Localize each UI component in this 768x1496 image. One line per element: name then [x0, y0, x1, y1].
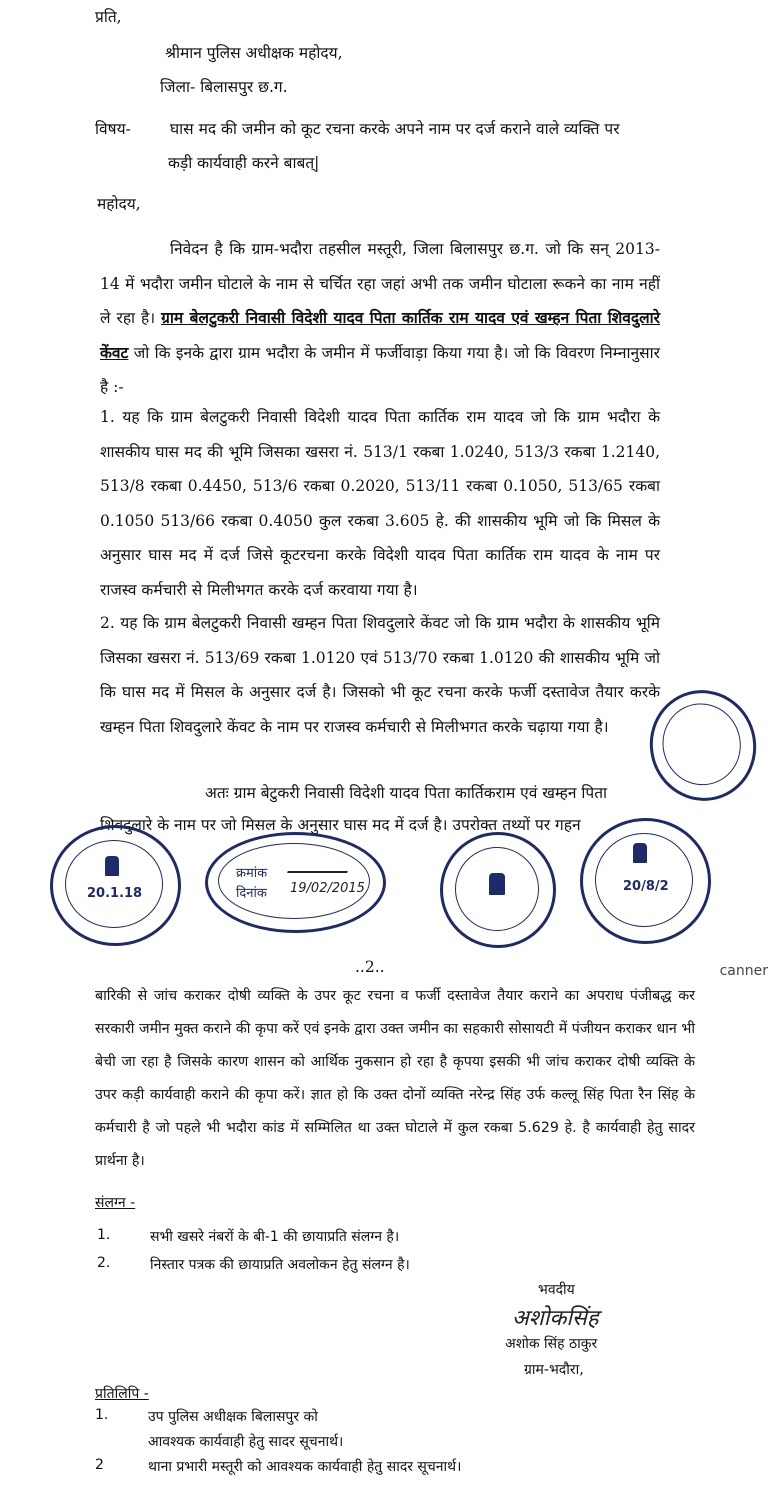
sender-name: अशोक सिंह ठाकुर [505, 1336, 598, 1352]
attachment-1-number: 1. [97, 1227, 111, 1243]
sender-place: ग्राम-भदौरा, [524, 1362, 584, 1378]
receipt-date-label: दिनांक [236, 886, 267, 901]
point-1-paragraph: 1. यह कि ग्राम बेलटुकरी निवासी विदेशी यादव पिता कार्तिक राम यादव जो कि ग्राम भदौरा के शासकीय घास मद की भूमि जिसका खसरा नं. 513/1 रकबा 1.0240, 513/3 रकबा 1.2140, 513/8 रकबा 0.4450, 513/6 रकबा 0.2020, 513/11 रकबा 0.1050, 513/65 रकबा 0.1050 513/66 रकबा 0.4050 कुल रकबा 3.605 हे. की शासकीय भूमि जो कि मिसल के अनुसार घास मद में दर्ज जिसे कूटरचना करके विदेशी यादव पिता कार्तिक राम यादव के नाम पर राजस्व कर्मचारी से मिलीभगत करके दर्ज करवाया गया है। [100, 408, 660, 599]
cc-2: थाना प्रभारी मस्तूरी को आवश्यक कार्यवाही हेतु सादर सूचनार्थ। [148, 1459, 462, 1475]
salutation: महोदय, [97, 195, 141, 213]
page-marker: ..2.. [355, 958, 385, 976]
cc-label: प्रतिलिपि - [95, 1386, 149, 1402]
scanner-fragment: canner [719, 963, 768, 979]
attachments-label: संलग्न - [95, 1195, 136, 1211]
point-2-paragraph: 2. यह कि ग्राम बेलटुकरी निवासी खम्हन पिता शिवदुलारे केंवट जो कि ग्राम भदौरा के शासकीय भूमि जिसका खसरा नं. 513/69 रकबा 1.0120 एवं 513/70 रकबा 1.0120 की शासकीय भूमि जो कि घास मद में मिसल के अनुसार दर्ज है। जिसको भी कूट रचना करके फर्जी दस्तावेज तैयार करके खम्हन पिता शिवदुलारे केंवट के नाम पर राजस्व कर्मचारी से मिलीभगत करके चढ़ाया गया है। [100, 614, 660, 736]
cc-1-number: 1. [95, 1407, 109, 1423]
intro-accused-names: ग्राम बेलटुकरी निवासी विदेशी यादव पिता कार्तिक राम यादव एवं खम्हन पिता शिवदुलारे केंवट [100, 308, 660, 362]
right-seal-date: 20/8/2 [623, 879, 669, 894]
national-emblem-icon [105, 856, 119, 876]
left-seal-date: 20.1.18 [87, 886, 143, 901]
cc-2-number: 2 [95, 1457, 104, 1473]
attachment-2-number: 2. [97, 1255, 111, 1271]
cc-1-line-1: उप पुलिस अधीक्षक बिलासपुर को [148, 1409, 318, 1425]
recipient-name: श्रीमान पुलिस अधीक्षक महोदय, [165, 44, 343, 62]
conclusion-line-1: अतः ग्राम बेटुकरी निवासी विदेशी यादव पिता कार्तिकराम एवं खम्हन पिता [205, 784, 608, 802]
page-2-paragraph: बारिकी से जांच कराकर दोषी व्यक्ति के उपर कूट रचना व फर्जी दस्तावेज तैयार कराने का अपराध पंजीबद्ध कर सरकारी जमीन मुक्त कराने की कृपा करें एवं इनके द्वारा उक्त जमीन का सहकारी सोसायटी में पंजीयन कराकर धान भी बेची जा रहा है जिसके कारण शासन को आर्थिक नुकसान हो रहा है कृपया इसकी भी जांच कराकर दोषी व्यक्ति के उपर कड़ी कार्यवाही कराने की कृपा करें। ज्ञात हो कि उक्त दोनों व्यक्ति नरेन्द्र सिंह उर्फ कल्लू सिंह पिता रैन सिंह के कर्मचारी है जो पहले भी भदौरा कांड में सम्मिलित था उक्त घोटाले में कुल रकबा 5.629 हे. है कार्यवाही हेतु सादर प्रार्थना है। [95, 988, 695, 1169]
receipt-stamp [205, 832, 386, 933]
signature: अशोकसिंह [512, 1306, 599, 1331]
subject-label: विषय- [95, 120, 131, 138]
intro-text: निवेदन है कि ग्राम-भदौरा तहसील मस्तूरी, जिला बिलासपुर छ.ग. जो कि सन् 2013-14 में भदौरा जमीन घोटाले के नाम से चर्चित रहा जहां अभी तक जमीन घोटाला रूकने का नाम नहीं ले रहा है। [100, 240, 660, 327]
attachment-2: निस्तार पत्रक की छायाप्रति अवलोकन हेतु संलग्न है। [150, 1257, 410, 1273]
subject-line-2: कड़ी कार्यवाही करने बाबत्| [168, 154, 320, 172]
intro-text-end: जो कि इनके द्वारा ग्राम भदौरा के जमीन में फर्जीवाड़ा किया गया है। जो कि विवरण निम्नानुसार है :- [100, 343, 660, 396]
police-office-seal-left [50, 825, 181, 946]
subject-line-1: घास मद की जमीन को कूट रचना करके अपने नाम पर दर्ज कराने वाले व्यक्ति पर [170, 120, 620, 138]
cc-1-line-2: आवश्यक कार्यवाही हेतु सादर सूचनार्थ। [148, 1434, 344, 1450]
handwritten-initials [287, 857, 353, 873]
closing: भवदीय [538, 1282, 575, 1298]
to-label: प्रति, [95, 8, 122, 26]
receipt-number-label: क्रमांक [236, 866, 268, 881]
national-emblem-right-icon [633, 843, 647, 863]
intro-paragraph [100, 232, 660, 405]
office-seal-middle [440, 832, 556, 948]
conclusion-line-2: शिवदुलारे के नाम पर जो मिसल के अनुसार घास मद में दर्ज है। उपरोक्त तथ्यों पर गहन [100, 816, 581, 834]
receipt-date-value: 19/02/2015 [290, 881, 365, 896]
police-office-seal-right [580, 818, 711, 944]
attachment-1: सभी खसरे नंबरों के बी-1 की छायाप्रति संलग्न है। [150, 1229, 400, 1245]
recipient-place: जिला- बिलासपुर छ.ग. [160, 78, 288, 96]
seal-emblem-icon [489, 873, 505, 895]
